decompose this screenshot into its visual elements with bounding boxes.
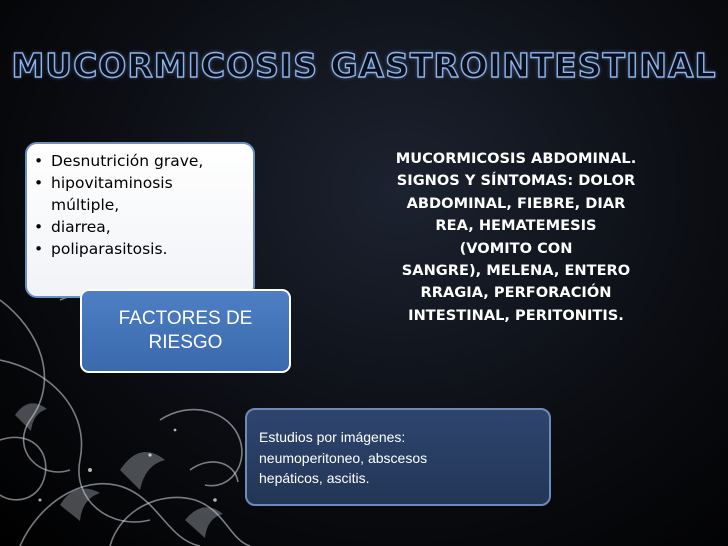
abdominal-text-line: REA, HEMATEMESIS [435,217,597,235]
risk-factor-item: • hipovitaminosis múltiple, [34,172,245,216]
abdominal-text-line: INTESTINAL, PERITONITIS. [408,306,624,324]
abdominal-text-line: RRAGIA, PERFORACIÓN [420,284,612,302]
slide-title: MUCORMICOSIS GASTROINTESTINAL [11,46,717,85]
risk-factors-box [25,142,255,298]
imaging-studies-box [245,408,551,506]
risk-factor-item: • Desnutrición grave, [34,150,245,172]
abdominal-text-line: SIGNOS Y SÍNTOMAS: DOLOR [396,172,636,190]
risk-factors-label-line: FACTORES DE [118,308,253,329]
abdominal-text-line: MUCORMICOSIS ABDOMINAL. [395,150,637,167]
risk-factor-item: • diarrea, [34,216,245,238]
risk-factors-list [34,150,245,260]
abdominal-text-line: SANGRE), MELENA, ENTERO [401,262,631,280]
imaging-studies-line: Estudios por imágenes: [259,429,406,445]
risk-factors-label [80,289,291,373]
imaging-studies-line: hepáticos, ascitis. [259,470,370,486]
risk-factors-label-line: RIESGO [148,332,223,353]
risk-factor-item: • poliparasitosis. [34,238,245,260]
abdominal-mucormycosis-text [368,148,664,327]
abdominal-text-line: ABDOMINAL, FIEBRE, DIAR [406,194,626,212]
imaging-studies-line: neumoperitoneo, abscesos [259,449,428,466]
abdominal-text-line: (VOMITO CON [459,239,573,257]
